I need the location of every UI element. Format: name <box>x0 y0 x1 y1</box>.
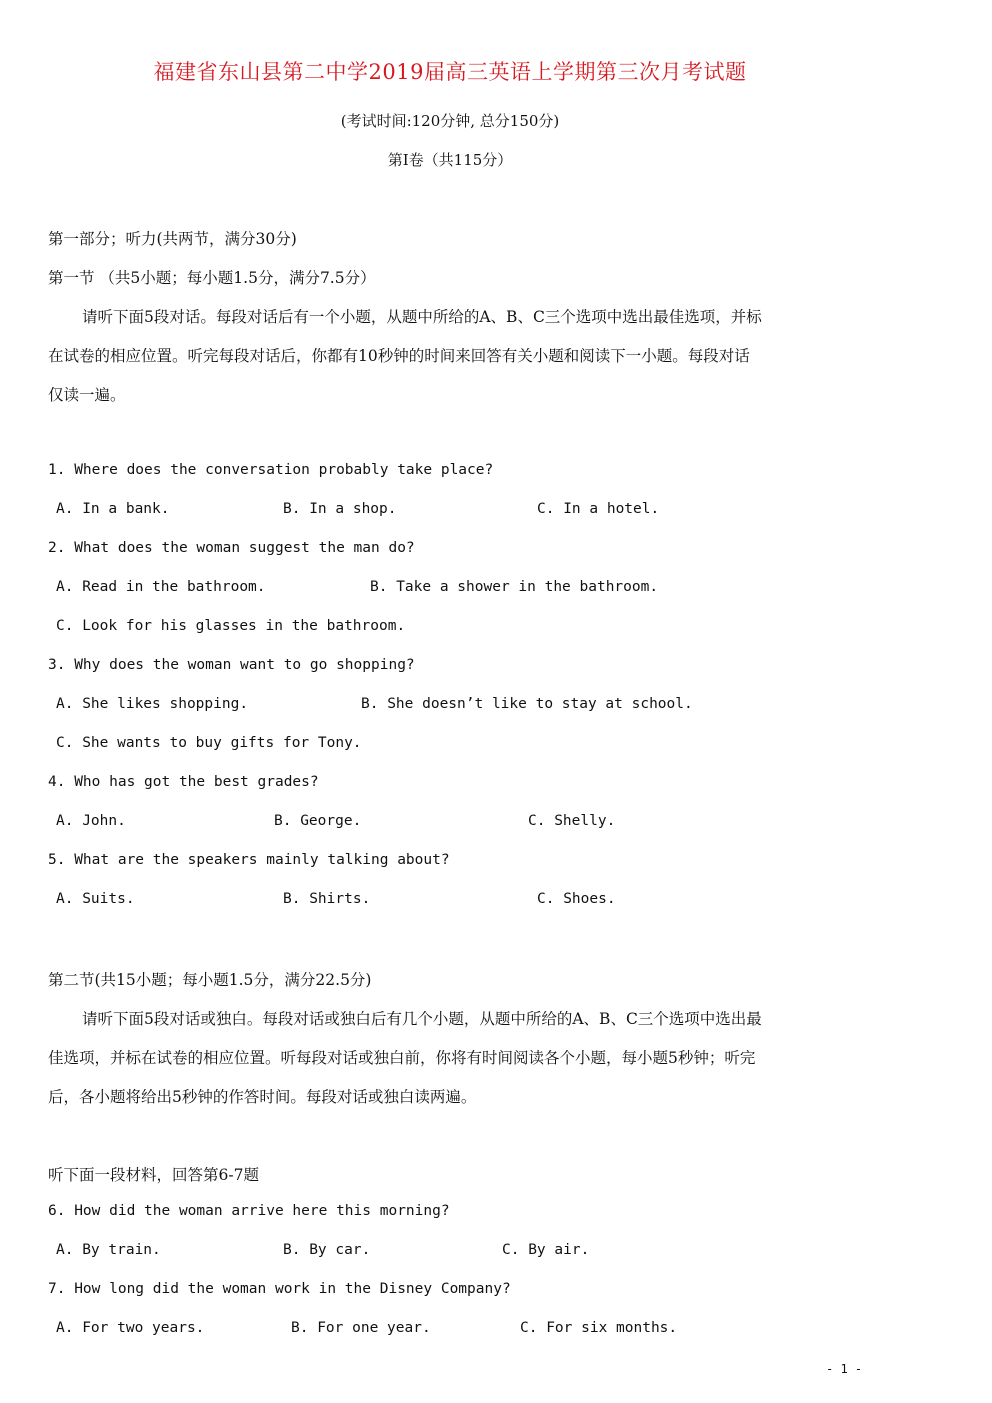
question-2: 2. What does the woman suggest the man do? <box>48 540 415 556</box>
question-5: 5. What are the speakers mainly talking about? <box>48 852 450 868</box>
q1-option-c: C. In a hotel. <box>537 501 660 517</box>
q2-option-c: C. Look for his glasses in the bathroom. <box>56 618 406 634</box>
question-7: 7. How long did the woman work in the Disney Company? <box>48 1281 511 1297</box>
q4-option-c: C. Shelly. <box>528 813 616 829</box>
q5-option-a: A. Suits. <box>56 891 135 907</box>
section2-instructions-line1: 请听下面5段对话或独白。每段对话或独白后有几个小题，从题中所给的A、B、C三个选项中选出最 <box>82 1010 762 1028</box>
q3-option-c: C. She wants to buy gifts for Tony. <box>56 735 362 751</box>
page-number: - 1 - <box>826 1362 863 1376</box>
part1-heading: 第一部分；听力(共两节，满分30分) <box>48 230 297 248</box>
q4-option-b: B. George. <box>274 813 362 829</box>
section1-instructions-line3: 仅读一遍。 <box>48 386 126 404</box>
q2-option-b: B. Take a shower in the bathroom. <box>370 579 659 595</box>
q7-option-c: C. For six months. <box>520 1320 678 1336</box>
q4-option-a: A. John. <box>56 813 126 829</box>
section1-instructions-line2: 在试卷的相应位置。听完每段对话后，你都有10秒钟的时间来回答有关小题和阅读下一小题。每段对话 <box>48 347 750 365</box>
q7-option-a: A. For two years. <box>56 1320 205 1336</box>
q3-option-b: B. She doesn’t like to stay at school. <box>361 696 693 712</box>
q7-option-b: B. For one year. <box>291 1320 431 1336</box>
question-6: 6. How did the woman arrive here this morning? <box>48 1203 450 1219</box>
question-1: 1. Where does the conversation probably take place? <box>48 462 494 478</box>
q6-option-b: B. By car. <box>283 1242 371 1258</box>
section1-heading: 第一节 （共5小题；每小题1.5分，满分7.5分） <box>48 269 376 287</box>
question-4: 4. Who has got the best grades? <box>48 774 319 790</box>
q6-option-a: A. By train. <box>56 1242 161 1258</box>
section2-instructions-line3: 后，各小题将给出5秒钟的作答时间。每段对话或独白读两遍。 <box>48 1088 477 1106</box>
q1-option-a: A. In a bank. <box>56 501 170 517</box>
material-intro: 听下面一段材料，回答第6-7题 <box>48 1166 259 1184</box>
volume-heading: 第Ⅰ卷（共115分） <box>387 151 513 169</box>
q5-option-b: B. Shirts. <box>283 891 371 907</box>
q5-option-c: C. Shoes. <box>537 891 616 907</box>
q3-option-a: A. She likes shopping. <box>56 696 249 712</box>
section1-instructions-line1: 请听下面5段对话。每段对话后有一个小题，从题中所给的A、B、C三个选项中选出最佳选项，并标 <box>82 308 762 326</box>
section2-instructions-line2: 佳选项，并标在试卷的相应位置。听每段对话或独白前，你将有时间阅读各个小题，每小题5秒钟；听完 <box>48 1049 756 1067</box>
q1-option-b: B. In a shop. <box>283 501 397 517</box>
section2-heading: 第二节(共15小题；每小题1.5分，满分22.5分) <box>48 971 372 989</box>
q6-option-c: C. By air. <box>502 1242 590 1258</box>
exam-info: (考试时间:120分钟, 总分150分) <box>340 112 560 130</box>
q2-option-a: A. Read in the bathroom. <box>56 579 266 595</box>
question-3: 3. Why does the woman want to go shopping? <box>48 657 415 673</box>
exam-title: 福建省东山县第二中学2019届高三英语上学期第三次月考试题 <box>153 60 747 84</box>
